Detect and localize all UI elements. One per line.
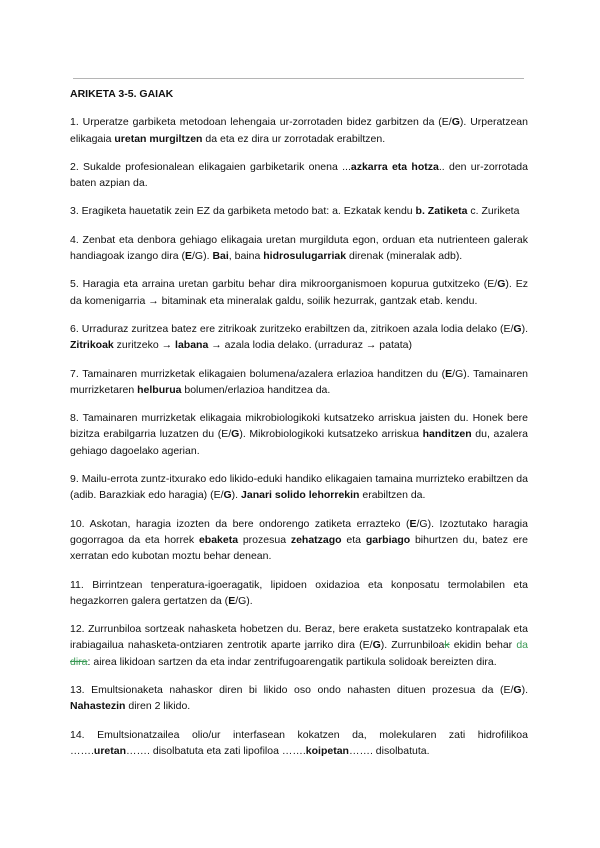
document-title: ARIKETA 3-5. GAIAK [70,88,174,100]
question-10: 10. Askotan, haragia izozten da bere ondorengo zatiketa errazteko (E/G). Izoztutako haragia gogorragoa da eta horrek ebaketa prozesua zehatzago eta garbiago bihurtzen du, batez ere xerratan edo kubotan moztu behar denean. [70,517,528,563]
document-body [70,86,528,771]
question-3: 3. Eragiketa hauetatik zein EZ da garbiketa metodo bat: a. Ezkatak kendu b. Zatiketa c. Zuriketa [70,205,520,218]
question-8: 8. Tamainaren murrizketak elikagaia mikrobiologikoki kutsatzeko arriskua jaisten du. Honek bere bizitza erabilgarria luzatzen du (E/G). Mikrobiologikoki kutsatzeko arriskua handitzen du, azalera gehiago dagoelako agerian. [70,412,528,457]
question-11: 11. Birrintzean tenperatura-igoeragatik, lipidoen oxidazioa eta konposatu termolabilen eta hegazkorren galera gertatzen da (E/G). [70,578,528,607]
inserted-text: da [516,639,528,652]
question-7: 7. Tamainaren murrizketak elikagaien bolumena/azalera erlazioa handitzen du (E/G). Tamainaren murrizketaren helburua bolumen/erlazioa handitzea da. [70,367,528,396]
header-rule [73,78,524,79]
question-12: 12. Zurrunbiloa sortzeak nahasketa hobetzen du. Beraz, bere eraketa sustatzeko kontrapalak eta irabiagailua nahasketa-ontziaren zentrotik aparte jarriko dira (E/G). Zurrunbiloak ekidin behar da dira: airea likidoan sartzen da eta indar zentrifugoarengatik partikula solidoak bereizten dira. [70,623,528,668]
question-14: 14. Emultsionatzailea olio/ur interfasean kokatzen da, molekularen zati hidrofilikoa …….uretan……. disolbatuta eta zati lipofiloa …….koipetan……. disolbatuta. [70,728,528,757]
question-2: 2. Sukalde profesionalean elikagaien garbiketarik onena ...azkarra eta hotza.. den ur-zorrotada baten azpian da. [70,160,528,190]
question-13: 13. Emultsionaketa nahaskor diren bi likido oso ondo nahasten dituen prozesua da (E/G). Nahastezin diren 2 likido. [70,684,528,713]
question-5: 5. Haragia eta arraina uretan garbitu behar dira mikroorganismoen kopurua gutxitzeko (E/G). Ez da komenigarria → bitaminak eta mineralak galdu, soilik hezurrak, gantzak etab. kendu. [70,278,528,307]
question-1: 1. Urperatze garbiketa metodoan lehengaia ur-zorrotaden bidez garbitzen da (E/G). Urperatzean elikagaia uretan murgiltzen da eta ez dira ur zorrotadak erabiltzen. [70,116,528,145]
question-9: 9. Mailu-errota zuntz-itxurako edo likido-eduki handiko elikagaien tamaina murrizteko erabiltzen da (adib. Barazkiak edo haragia) (E/G). Janari solido lehorrekin erabiltzen da. [70,473,528,502]
deleted-text: dira [70,655,88,668]
deleted-text: k [444,639,450,652]
question-6: 6. Urraduraz zuritzea batez ere zitrikoak zuritzeko erabiltzen da, zitrikoen azala lodia delako (E/G). Zitrikoak zuritzeko → labana → azala lodia delako. (urraduraz → patata) [70,322,528,352]
question-4: 4. Zenbat eta denbora gehiago elikagaia uretan murgilduta egon, orduan eta nutrienteen galerak handiagoak izango dira (E/G). Bai, baina hidrosulugarriak direnak (mineralak adb). [70,233,528,263]
